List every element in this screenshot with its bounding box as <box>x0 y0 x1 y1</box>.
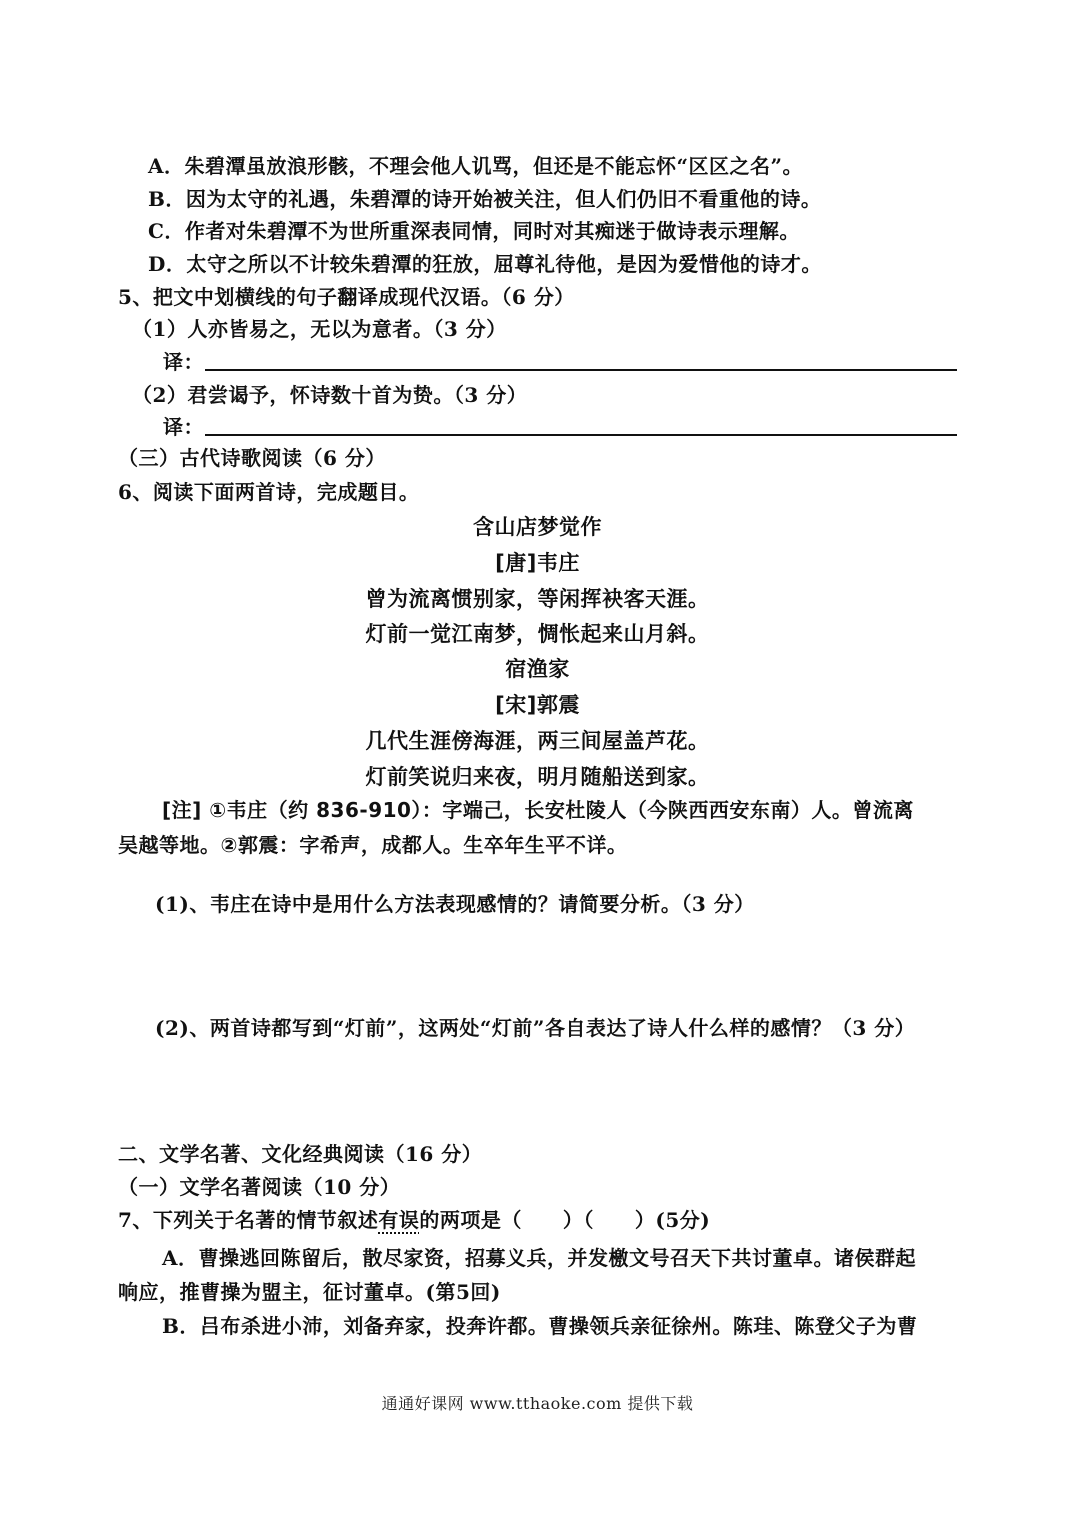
q7-title-suffix: 的两项是（ ）（ ）(5分) <box>419 1208 711 1232</box>
page-footer: 通通好课网 www.tthaoke.com 提供下载 <box>381 1394 694 1413</box>
q7-title-prefix: 7、下列关于名著的情节叙述 <box>118 1208 379 1232</box>
poem-2-title: 宿渔家 <box>505 657 570 681</box>
poem-2-line-2: 灯前笑说归来夜，明月随船送到家。 <box>365 765 710 789</box>
q4-option-d: D．太守之所以不计较朱碧潭的狂放，屈尊礼待他，是因为爱惜他的诗才。 <box>148 252 822 276</box>
q7-option-b-line-1: B．吕布杀进小沛，刘备弃家，投奔许都。曹操领兵亲征徐州。陈珪、陈登父子为曹 <box>162 1314 918 1338</box>
answer-line-2[interactable] <box>205 434 957 436</box>
section-3-title: （三）古代诗歌阅读（6 分） <box>118 446 386 470</box>
q5-item-1: （1）人亦皆易之，无以为意者。（3 分） <box>132 317 507 341</box>
part-2-title: 二、文学名著、文化经典阅读（16 分） <box>118 1142 483 1166</box>
poem-1-line-1: 曾为流离惯别家，等闲挥袂客天涯。 <box>365 587 710 611</box>
q7-option-a-line-2: 响应，推曹操为盟主，征讨董卓。(第5回) <box>118 1280 501 1304</box>
q7-option-a-line-1: A．曹操逃回陈留后，散尽家资，招募义兵，并发檄文号召天下共讨董卓。诸侯群起 <box>162 1246 917 1270</box>
poem-2-author: [宋]郭震 <box>495 693 580 717</box>
q5-translate-label-2: 译： <box>163 415 204 439</box>
answer-line-1[interactable] <box>205 369 957 371</box>
q5-translate-label-1: 译： <box>163 350 204 374</box>
q5-title: 5、把文中划横线的句子翻译成现代汉语。（6 分） <box>118 285 575 309</box>
q7-title-emphasis: 有误 <box>378 1208 420 1232</box>
poem-1-author: [唐]韦庄 <box>495 551 580 575</box>
q6-subquestion-1: (1)、韦庄在诗中是用什么方法表现感情的？请简要分析。（3 分） <box>155 892 755 916</box>
q7-title <box>118 1206 710 1234</box>
q5-item-2: （2）君尝谒予，怀诗数十首为贽。（3 分） <box>132 383 528 407</box>
poem-note-line-2: 吴越等地。②郭震：字希声，成都人。生卒年生平不详。 <box>118 833 628 857</box>
q4-option-c: C．作者对朱碧潭不为世所重深表同情，同时对其痴迷于做诗表示理解。 <box>148 219 800 243</box>
poem-2-line-1: 几代生涯傍海涯，两三间屋盖芦花。 <box>365 729 710 753</box>
q4-option-b: B．因为太守的礼遇，朱碧潭的诗开始被关注，但人们仍旧不看重他的诗。 <box>148 187 822 211</box>
q4-option-a: A．朱碧潭虽放浪形骸，不理会他人讥骂，但还是不能忘怀“区区之名”。 <box>148 154 804 178</box>
poem-note-line-1: [注] ①韦庄（约 836-910）：字端己，长安杜陵人（今陕西西安东南）人。曾流离 <box>162 798 914 822</box>
poem-1-title: 含山店梦觉作 <box>473 515 602 539</box>
poem-1-line-2: 灯前一觉江南梦，惆怅起来山月斜。 <box>365 622 710 646</box>
q6-intro: 6、阅读下面两首诗，完成题目。 <box>118 480 420 504</box>
q6-subquestion-2: (2)、两首诗都写到“灯前”，这两处“灯前”各自表达了诗人什么样的感情？（3 分） <box>155 1016 916 1040</box>
part-2-subsection-title: （一）文学名著阅读（10 分） <box>118 1175 401 1199</box>
